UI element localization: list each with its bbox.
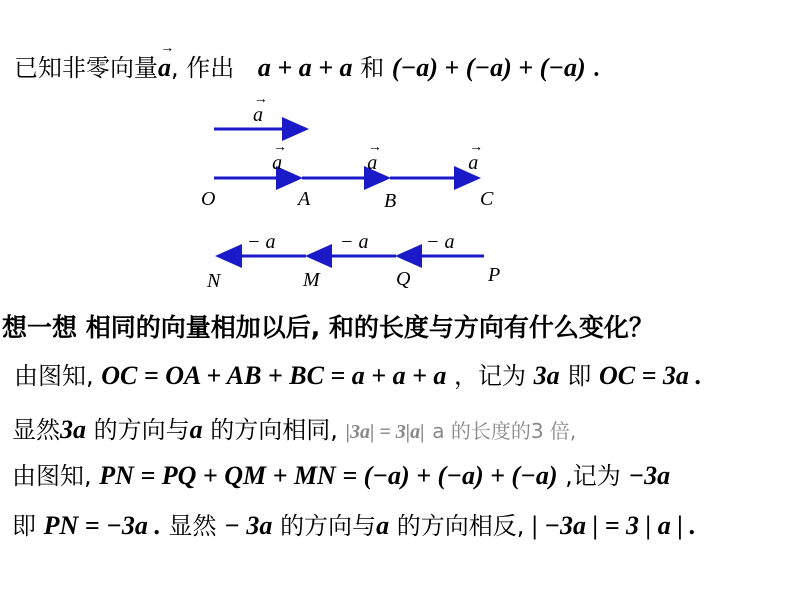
- line2-text3: 的方向相同,: [210, 416, 338, 444]
- line3-equation: PN = PQ + QM + MN = (−a) + (−a) + (−a): [99, 461, 558, 490]
- line1-equation: OC = OA + AB + BC = a + a + a: [101, 361, 447, 390]
- bottom-vector-label-3: − a: [426, 231, 455, 253]
- point-B: B: [384, 190, 397, 212]
- bottom-vector-label-2: − a: [340, 231, 369, 253]
- line2-gray-text: a 的长度的3 倍,: [432, 419, 577, 443]
- line3-record: −3a: [628, 461, 671, 490]
- line2-vector: 3a: [60, 415, 86, 444]
- top-vector-label-2: → a: [367, 152, 377, 175]
- vector-a: → a: [158, 53, 171, 83]
- line1-record: 3a: [533, 361, 560, 390]
- line2-text2: 的方向与: [93, 416, 190, 444]
- point-A: A: [298, 188, 311, 210]
- line4-equation: PN = −3a .: [43, 511, 161, 540]
- line4-ji: 即: [12, 512, 36, 540]
- derivation-line-4: [12, 506, 696, 541]
- line4-vector: − 3a: [224, 511, 273, 540]
- line1-ji: 即: [567, 362, 592, 390]
- question-text: 想一想 相同的向量相加以后, 和的长度与方向有什么变化？: [2, 313, 654, 342]
- line1-note: ，记为: [454, 362, 527, 390]
- derivation-line-2: [12, 410, 576, 445]
- derivation-line-3: [12, 456, 670, 491]
- point-Q: Q: [396, 268, 411, 290]
- line3-lead: 由图知,: [12, 462, 92, 490]
- bottom-vector-label-1: − a: [247, 231, 276, 253]
- point-M: M: [303, 269, 320, 291]
- point-N: N: [207, 270, 221, 292]
- title-end: .: [593, 56, 600, 82]
- derivation-line-1: [14, 356, 702, 391]
- point-P: P: [488, 264, 501, 286]
- line1-lead: 由图知,: [14, 362, 94, 390]
- line2-a: a: [189, 415, 203, 444]
- top-vector-label-1: → a: [272, 152, 282, 175]
- line4-text1: 显然: [168, 512, 217, 540]
- line3-note: ,记为: [565, 462, 621, 490]
- line4-text2: 的方向与: [280, 512, 377, 540]
- line4-abs: | −3a | = 3 | a | .: [531, 511, 696, 540]
- title-prefix: 已知非零向量: [14, 54, 158, 82]
- sum-expression-1: a + a + a: [257, 53, 353, 82]
- single-vector-label: → a: [253, 104, 263, 127]
- line4-a: a: [376, 511, 390, 540]
- point-C: C: [480, 188, 494, 210]
- sum-expression-2: (−a) + (−a) + (−a): [391, 53, 586, 82]
- point-O: O: [201, 188, 216, 210]
- title-conj: 和: [360, 54, 385, 82]
- line2-text1: 显然: [12, 416, 60, 444]
- title-suffix: , 作出: [171, 54, 235, 82]
- top-vector-label-3: → a: [468, 152, 478, 175]
- line1-result: OC = 3a .: [598, 361, 702, 390]
- line4-text3: 的方向相反,: [396, 512, 525, 540]
- line2-gray-abs: |3a| = 3|a|: [345, 421, 425, 443]
